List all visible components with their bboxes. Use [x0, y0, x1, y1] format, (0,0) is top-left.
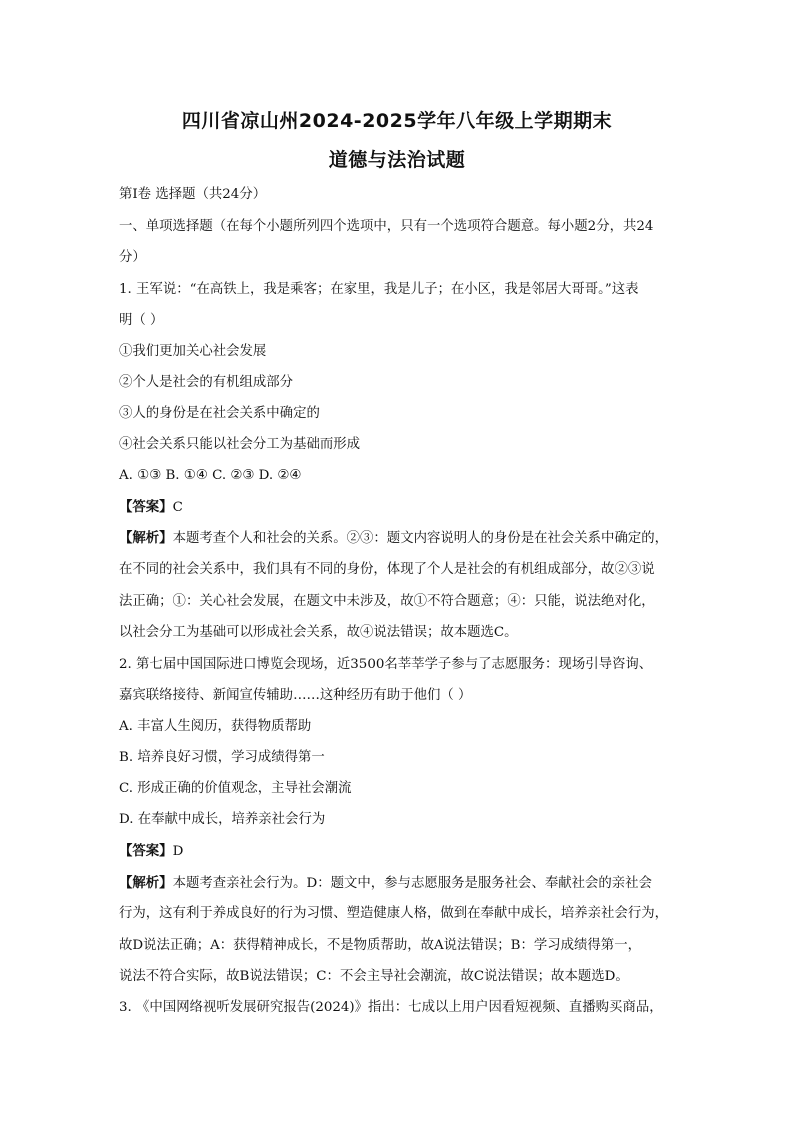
question-1-statement: ④社会关系只能以社会分工为基础而形成 [119, 437, 361, 452]
analysis-label: 【解析】 [119, 875, 173, 891]
question-2-stem: 2. 第七届中国国际进口博览会现场，近3500名莘莘学子参与了志愿服务：现场引导咨询、 [119, 657, 653, 672]
question-2-analysis-cont: 故D说法正确；A：获得精神成长，不是物质帮助，故A说法错误；B：学习成绩得第一， [119, 938, 641, 953]
answer-value: D [172, 844, 184, 859]
answer-label: 【答案】 [119, 843, 173, 859]
question-2-analysis-cont: 说法不符合实际，故B说法错误；C：不会主导社会潮流，故C说法错误；故本题选D。 [119, 969, 629, 984]
analysis-label: 【解析】 [119, 530, 173, 546]
question-1-statement: ①我们更加关心社会发展 [119, 344, 267, 359]
document-subtitle: 道德与法治试题 [328, 149, 466, 171]
question-1-stem-cont: 明（ ） [119, 313, 164, 328]
question-2-answer [119, 842, 183, 861]
question-2-analysis-cont: 行为，这有利于养成良好的行为习惯、塑造健康人格，做到在奉献中成长，培养亲社会行为， [119, 906, 669, 921]
question-2-stem-cont: 嘉宾联络接待、新闻宣传辅助……这种经历有助于他们（ ） [119, 688, 472, 703]
answer-value: C [172, 500, 183, 515]
question-3-stem: 3. 《中国网络视听发展研究报告(2024)》指出：七成以上用户因看短视频、直播购买商品， [119, 1000, 663, 1015]
answer-label: 【答案】 [119, 499, 173, 515]
analysis-text: 本题考查个人和社会的关系。②③：题文内容说明人的身份是在社会关系中确定的， [172, 531, 669, 546]
question-1-analysis-cont: 在不同的社会关系中，我们具有不同的身份，体现了个人是社会的有机组成部分，故②③说 [119, 562, 655, 577]
question-2-option-a: A. 丰富人生阅历，获得物质帮助 [119, 719, 312, 734]
question-1-analysis [119, 529, 668, 548]
question-1-statement: ③人的身份是在社会关系中确定的 [119, 406, 320, 421]
question-2-option-d: D. 在奉献中成长，培养亲社会行为 [119, 812, 326, 827]
question-1-analysis-cont: 以社会分工为基础可以形成社会关系，故④说法错误；故本题选C。 [119, 625, 518, 640]
analysis-text: 本题考查亲社会行为。D：题文中，参与志愿服务是服务社会、奉献社会的亲社会 [172, 876, 652, 891]
question-1-statement: ②个人是社会的有机组成部分 [119, 375, 294, 390]
question-1-analysis-cont: 法正确；①：关心社会发展，在题文中未涉及，故①不符合题意；④：只能，说法绝对化， [119, 594, 655, 609]
question-2-option-b: B. 培养良好习惯，学习成绩得第一 [119, 750, 325, 765]
section-heading: 第Ⅰ卷 选择题（共24分） [119, 187, 267, 202]
question-2-analysis [119, 874, 652, 893]
document-title: 四川省凉山州2024-2025学年八年级上学期期末 [181, 110, 613, 132]
question-2-option-c: C. 形成正确的价值观念，主导社会潮流 [119, 781, 352, 796]
section-instruction-cont: 分） [119, 250, 146, 265]
section-instruction: 一、单项选择题（在每个小题所列四个选项中，只有一个选项符合题意。每小题2分，共24 [119, 219, 654, 234]
question-1-stem: 1. 王军说：“在高铁上，我是乘客；在家里，我是儿子；在小区，我是邻居大哥哥。”这表 [119, 282, 639, 297]
question-1-answer [119, 498, 183, 517]
question-1-choices: A. ①③ B. ①④ C. ②③ D. ②④ [119, 468, 302, 483]
